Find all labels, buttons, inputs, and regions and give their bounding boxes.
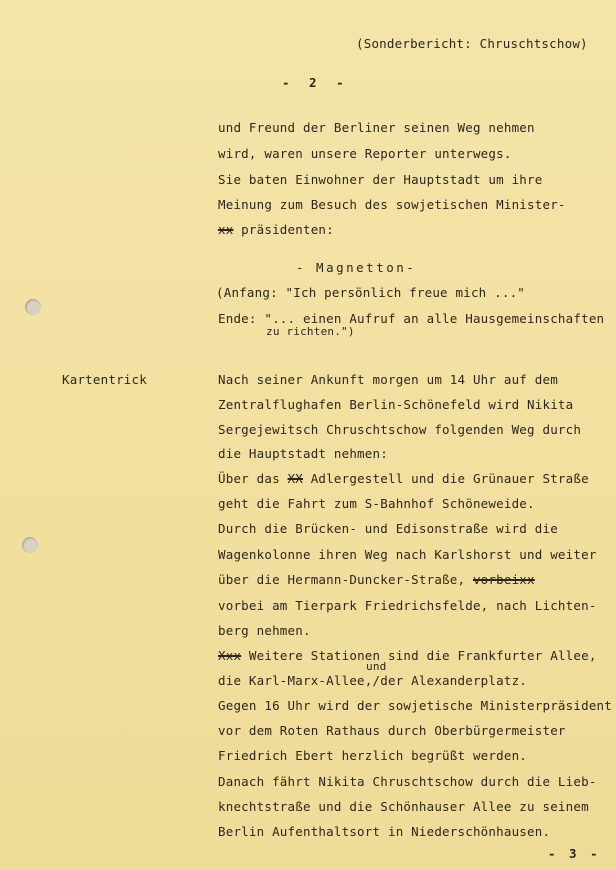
body-line: Danach fährt Nikita Chruschtschow durch die Lieb- [218,774,597,789]
body-line-text: über die Hermann-Duncker-Straße, [218,572,473,587]
body-line: Friedrich Ebert herzlich begrüßt werden. [218,748,528,763]
body-line-text: Über das [218,471,288,486]
struck-text: XX [287,471,303,486]
body-line: vor dem Roten Rathaus durch Oberbürgermeister [218,723,566,738]
body-line-text: Adlergestell und die Grünauer Straße [302,471,589,486]
struck-text: Xxx [218,648,242,663]
next-page-number: - 3 - [548,846,601,861]
body-line: geht die Fahrt zum S-Bahnhof Schöneweide. [218,496,535,511]
intro-line: Meinung zum Besuch des sowjetischen Minister- [218,197,566,212]
body-line [218,572,535,587]
body-line: Sergejewitsch Chruschtschow folgenden Weg durch [218,422,582,437]
margin-label: Kartentrick [62,372,147,387]
magnetton-end-continued: zu richten.") [266,325,355,338]
body-line: Durch die Brücken- und Edisonstraße wird die [218,521,558,536]
body-line [218,471,589,486]
body-line [218,648,597,663]
page-number: - 2 - [282,75,350,90]
body-line: Berlin Aufenthaltsort in Niederschönhausen. [218,824,551,839]
intro-line: wird, waren unsere Reporter unterwegs. [218,146,512,161]
body-line: die Karl-Marx-Allee,/der Alexanderplatz. [218,673,528,688]
struck-text: xx [218,222,234,237]
intro-line-text: präsidenten: [233,222,334,237]
punch-hole-bottom [22,537,38,553]
body-line: berg nehmen. [218,623,311,638]
magnetton-heading: - Magnetton- [296,260,417,275]
handwritten-insertion: und [366,660,387,673]
body-line: Zentralflughafen Berlin-Schönefeld wird Nikita [218,397,574,412]
report-label: (Sonderbericht: Chruschtschow) [356,36,588,51]
intro-line [218,222,334,237]
body-line: die Hauptstadt nehmen: [218,446,388,461]
body-line: knechtstraße und die Schönhauser Allee zu seinem [218,799,589,814]
struck-text: vorbeixx [472,572,535,587]
body-line: Gegen 16 Uhr wird der sowjetische Ministerpräsident [218,698,613,713]
magnetton-start: (Anfang: "Ich persönlich freue mich ..." [216,285,526,300]
magnetton-end: Ende: "... einen Aufruf an alle Hausgemeinschaften [218,311,605,326]
punch-hole-top [25,299,41,315]
intro-line: Sie baten Einwohner der Hauptstadt um ihre [218,172,543,187]
body-line: vorbei am Tierpark Friedrichsfelde, nach Lichten- [218,598,597,613]
body-line: Nach seiner Ankunft morgen um 14 Uhr auf dem [218,372,558,387]
body-line: Wagenkolonne ihren Weg nach Karlshorst und weiter [218,547,597,562]
body-line-text: Weitere Stationen sind die Frankfurter Allee, [241,648,597,663]
intro-line: und Freund der Berliner seinen Weg nehmen [218,120,535,135]
